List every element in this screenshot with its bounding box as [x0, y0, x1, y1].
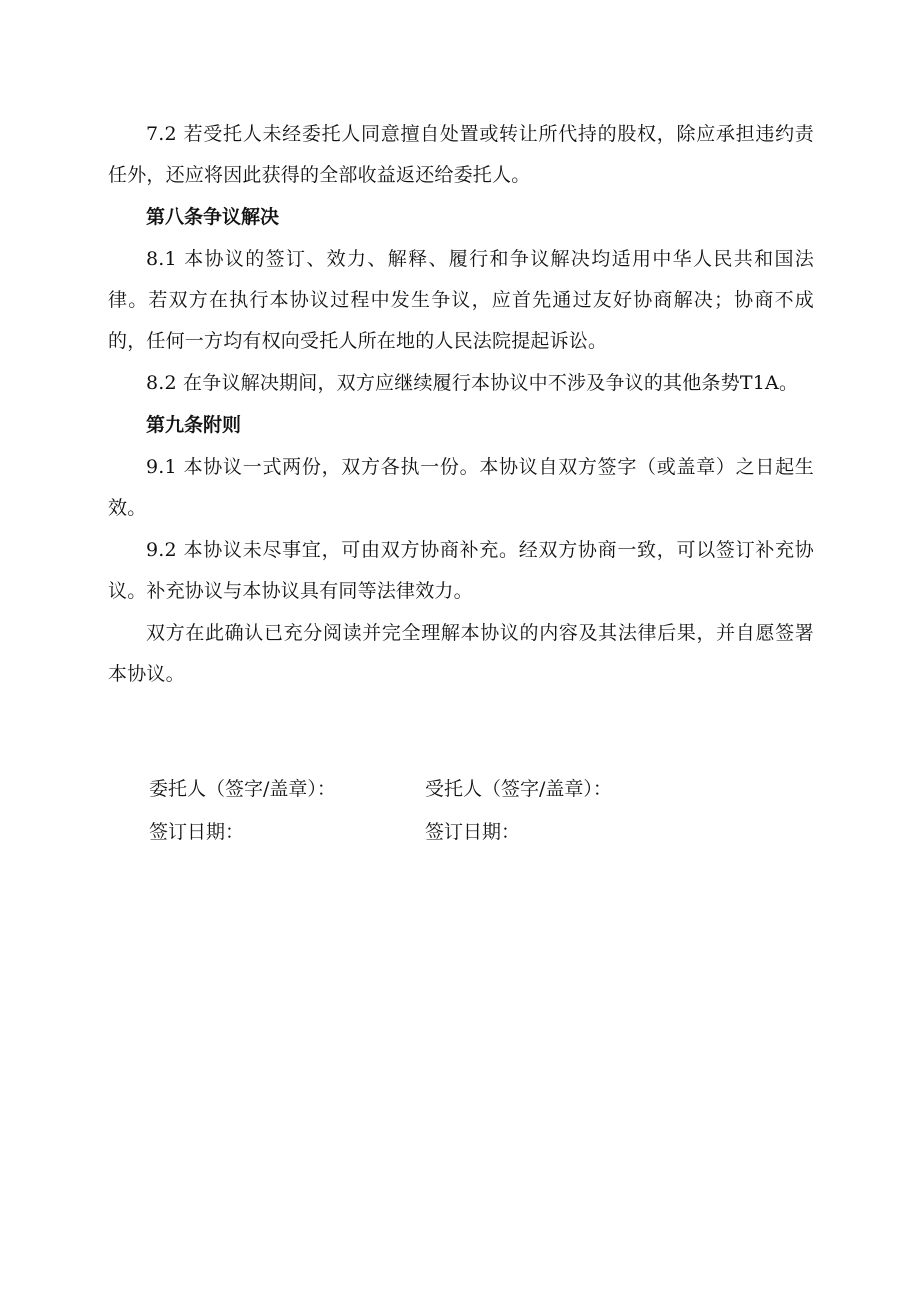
principal-signature-label: 委托人（签字/盖章）：: [149, 778, 336, 800]
clause-9-1: 9.1 本协议一式两份，双方各执一份。本协议自双方签字（或盖章）之日起生效。: [108, 456, 814, 519]
confirmation-statement: 双方在此确认已充分阅读并完全理解本协议的内容及其法律后果，并自愿签署本协议。: [108, 622, 814, 685]
article-9-heading: 第九条附则: [146, 414, 242, 436]
signature-row: [149, 768, 769, 811]
principal-date-label: 签订日期：: [149, 821, 245, 843]
clause-7-2: 7.2 若受托人未经委托人同意擅自处置或转让所代持的股权，除应承担违约责任外，还应将因此获得的全部收益返还给委托人。: [108, 123, 814, 186]
clause-8-1: 8.1 本协议的签订、效力、解释、履行和争议解决均适用中华人民共和国法律。若双方在执行本协议过程中发生争议，应首先通过友好协商解决；协商不成的，任何一方均有权向受托人所在地的人民法院提起诉讼。: [108, 248, 814, 352]
clause-9-2: 9.2 本协议未尽事宜，可由双方协商补充。经双方协商一致，可以签订补充协议。补充协议与本协议具有同等法律效力。: [108, 539, 814, 602]
signature-block: [149, 768, 769, 854]
agent-signature-label: 受托人（签字/盖章）：: [425, 778, 612, 800]
clause-8-2: 8.2 在争议解决期间，双方应继续履行本协议中不涉及争议的其他条势T1A。: [146, 372, 799, 394]
document-body: [108, 114, 814, 696]
agent-date-label: 签订日期：: [425, 821, 521, 843]
signing-date-row: [149, 811, 769, 854]
article-8-heading: 第八条争议解决: [146, 206, 280, 228]
